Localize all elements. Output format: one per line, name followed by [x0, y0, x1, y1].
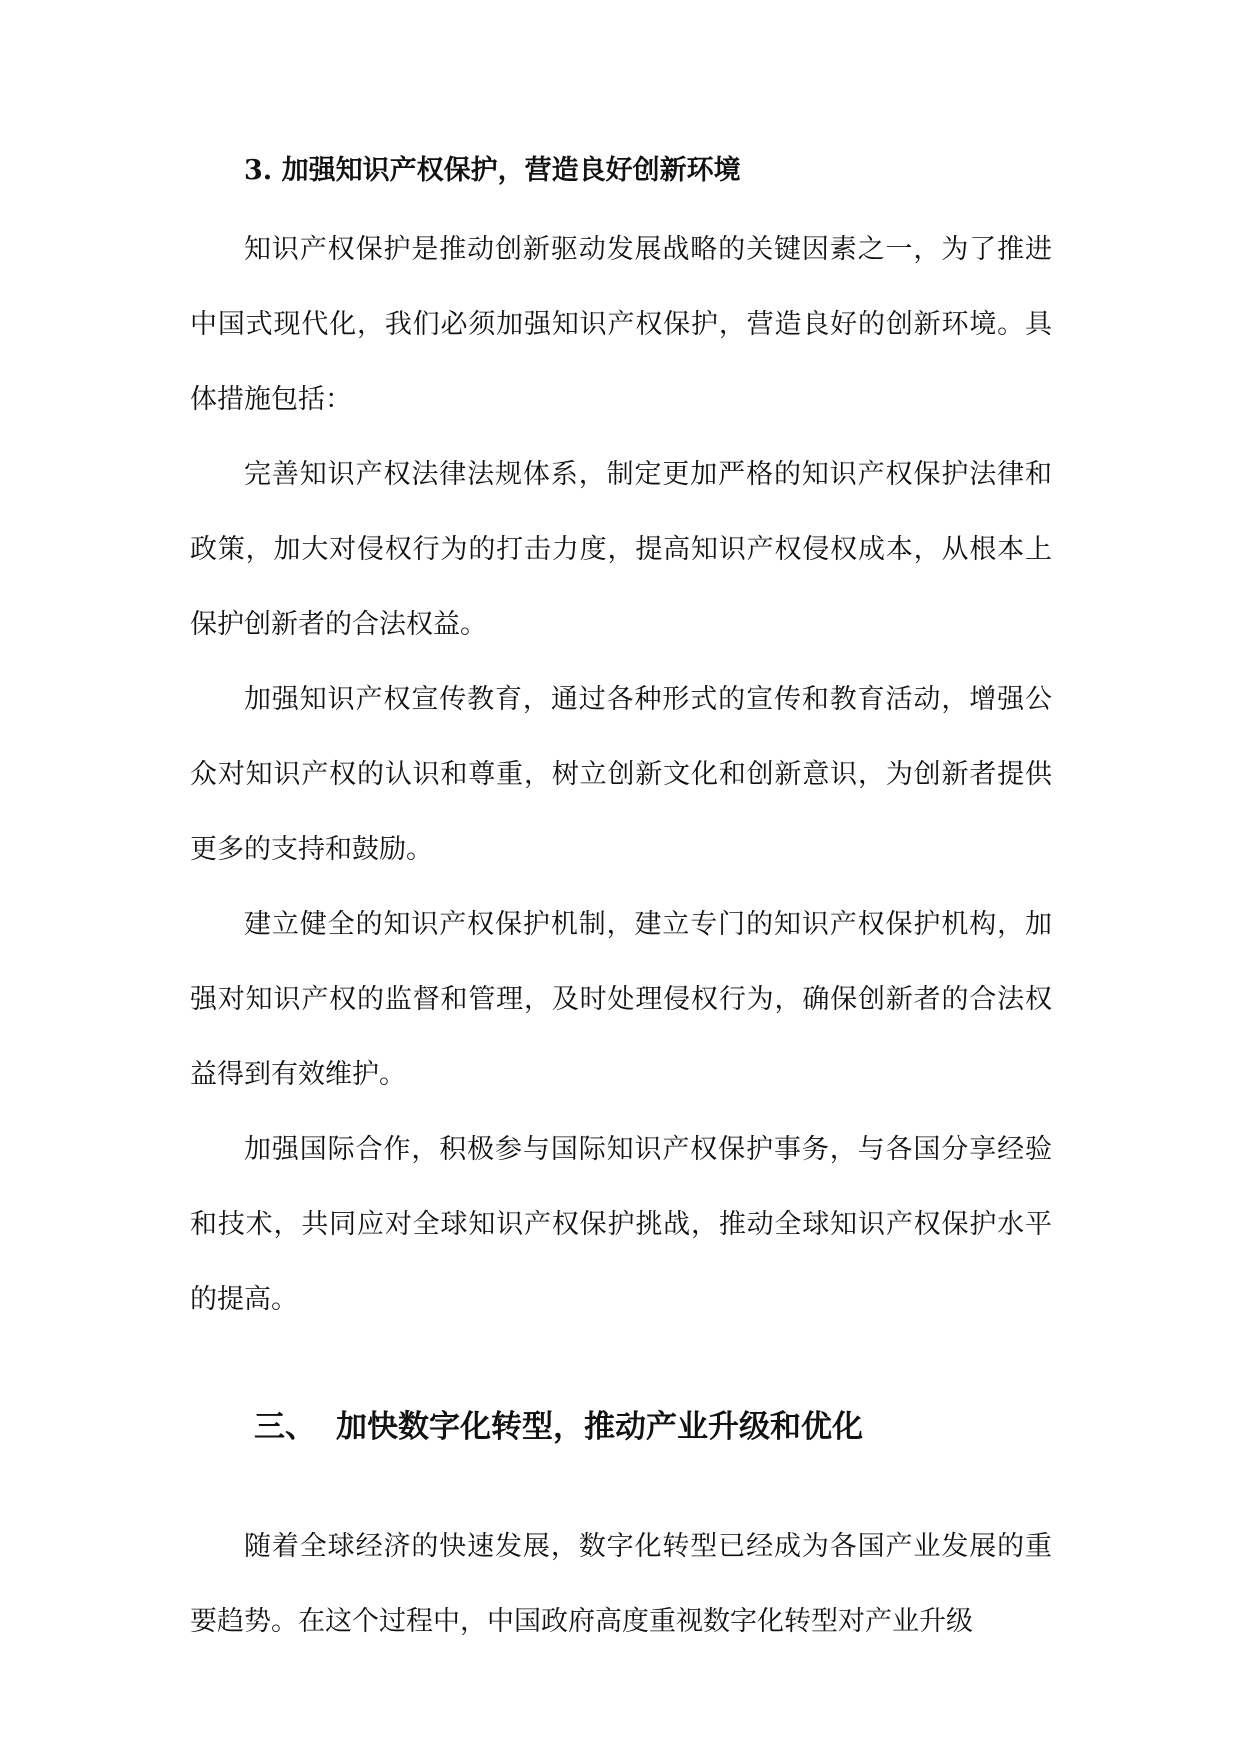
paragraph-mechanism: 建立健全的知识产权保护机制，建立专门的知识产权保护机构，加强对知识产权的监督和管理，及时处理侵权行为，确保创新者的合法权益得到有效维护。	[190, 909, 1052, 1090]
paragraph-digital-intro: 随着全球经济的快速发展，数字化转型已经成为各国产业发展的重要趋势。在这个过程中，中国政府高度重视数字化转型对产业升级	[190, 1531, 1052, 1637]
section-title: 加快数字化转型，推动产业升级和优化	[336, 1409, 863, 1445]
section-heading	[190, 1337, 1052, 1509]
page-content	[190, 130, 1052, 1659]
paragraph-legal-system: 完善知识产权法律法规体系，制定更加严格的知识产权保护法律和政策，加大对侵权行为的打击力度，提高知识产权侵权成本，从根本上保护创新者的合法权益。	[190, 459, 1052, 640]
section-number: 三、	[254, 1409, 316, 1445]
paragraph-intro: 知识产权保护是推动创新驱动发展战略的关键因素之一，为了推进中国式现代化，我们必须加强知识产权保护，营造良好的创新环境。具体措施包括：	[190, 234, 1052, 415]
subsection-heading: 3. 加强知识产权保护，营造良好创新环境	[244, 155, 741, 186]
paragraph-education: 加强知识产权宣传教育，通过各种形式的宣传和教育活动，增强公众对知识产权的认识和尊重，树立创新文化和创新意识，为创新者提供更多的支持和鼓励。	[190, 684, 1052, 865]
paragraph-international: 加强国际合作，积极参与国际知识产权保护事务，与各国分享经验和技术，共同应对全球知识产权保护挑战，推动全球知识产权保护水平的提高。	[190, 1134, 1052, 1315]
